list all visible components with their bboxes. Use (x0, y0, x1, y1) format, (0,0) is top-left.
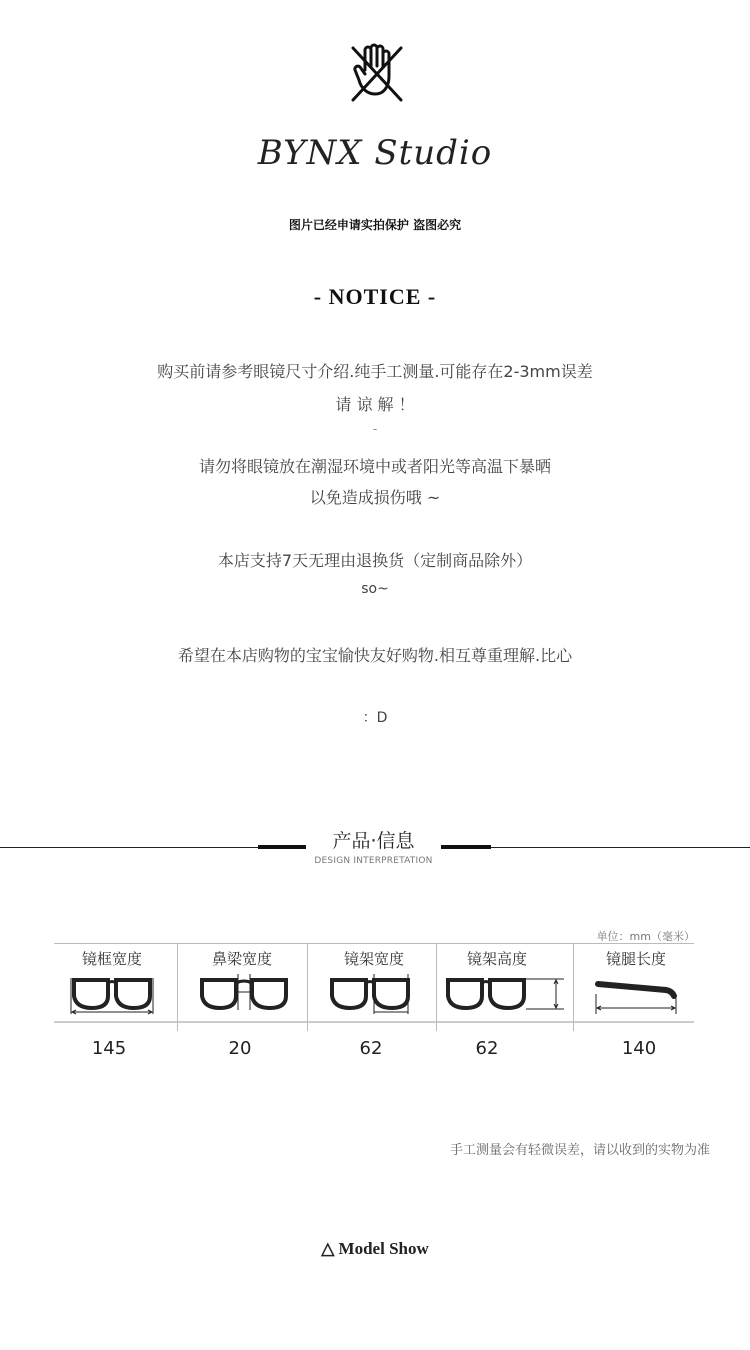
spec-label: 镜腿长度 (605, 950, 666, 968)
table-divider (573, 943, 574, 1031)
notice-line: 以免造成损伤哦 ~ (309, 488, 441, 507)
spec-value: 62 (475, 1038, 499, 1059)
spec-value: 140 (621, 1038, 657, 1059)
notice-line: 请勿将眼镜放在潮湿环境中或者阳光等高温下暴晒 (198, 457, 551, 476)
section-title: 产品·信息 (332, 830, 415, 852)
notice-line: ：D (362, 710, 388, 726)
notice-line: - (372, 422, 378, 436)
protect-notice: 图片已经申请实拍保护 盗图必究 (288, 218, 462, 232)
model-show-heading: △ Model Show (321, 1239, 429, 1258)
spec-value: 20 (228, 1038, 252, 1059)
spec-label: 镜框宽度 (81, 950, 142, 968)
notice-line: so~ (361, 581, 389, 597)
notice-title: - NOTICE - (313, 284, 437, 309)
divider-line (0, 847, 258, 848)
unit-label: 单位：mm（毫米） (596, 930, 695, 943)
notice-line: 希望在本店购物的宝宝愉快友好购物.相互尊重理解.比心 (177, 646, 573, 665)
bridge-width-icon (198, 970, 290, 1016)
table-divider (177, 943, 178, 1031)
lens-height-icon (444, 970, 566, 1016)
brand-name: BYNX Studio (257, 133, 493, 173)
divider-accent (258, 845, 306, 849)
spec-label: 镜架宽度 (343, 950, 404, 968)
notice-line: 购买前请参考眼镜尺寸介绍.纯手工测量.可能存在2-3mm误差 (157, 362, 593, 381)
spec-label: 镜架高度 (466, 950, 527, 968)
table-border (54, 1021, 694, 1023)
frame-width-icon (66, 970, 158, 1016)
crossed-hand-logo-icon (345, 40, 407, 104)
spec-value: 62 (359, 1038, 383, 1059)
lens-width-icon (328, 970, 420, 1016)
section-subtitle: DESIGN INTERPRETATION (314, 856, 433, 866)
divider-line (491, 847, 750, 848)
measurement-note: 手工测量会有轻微误差，请以收到的实物为准 (449, 1143, 710, 1158)
spec-label: 鼻梁宽度 (211, 950, 272, 968)
temple-length-icon (592, 970, 684, 1016)
notice-line: 请 谅 解 ！ (335, 395, 415, 414)
divider-accent (441, 845, 491, 849)
table-divider (307, 943, 308, 1031)
spec-value: 145 (91, 1038, 127, 1059)
notice-line: 本店支持7天无理由退换货（定制商品除外） (217, 551, 533, 570)
table-border (54, 943, 694, 944)
